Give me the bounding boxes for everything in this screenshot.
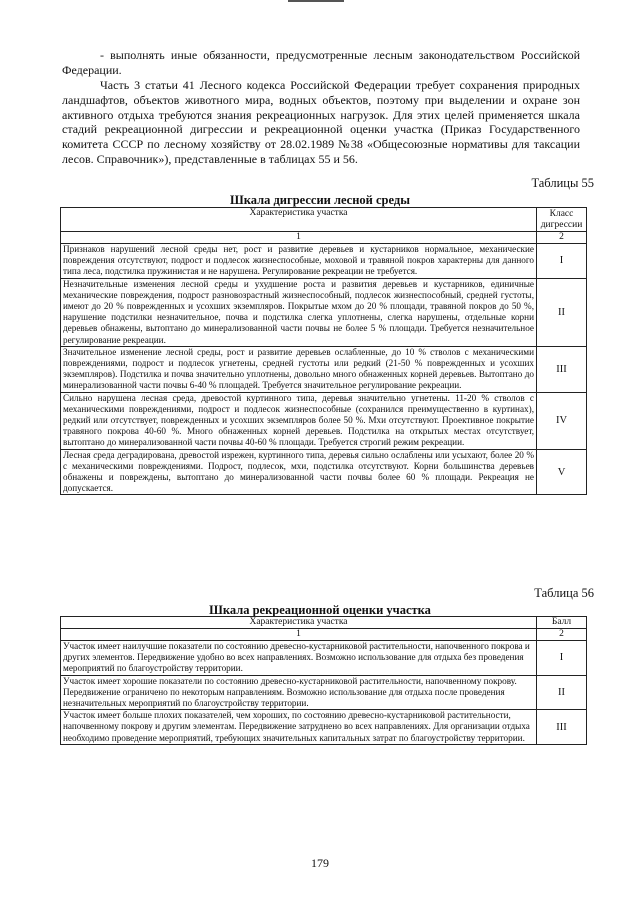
- table-row: [61, 244, 587, 279]
- table-56: [60, 616, 587, 745]
- row-class: V: [537, 449, 587, 495]
- table-row: [61, 346, 587, 392]
- intro-paragraph-2: Часть 3 статьи 41 Лесного кодекса Российской Федерации требует сохранения природных ландшафтов, объектов животного мира, водных объектов, поэтому при выделении и охране зон активного отдыха требуются знания рекреационных нагрузок. Для этих целей применяется шкала стадий рекреационной дигрессии и рекреационной оценки участка (Приказ Государственного комитета СССР по лесному хозяйству от 28.02.1989 №38 «Общесоюзные нормативы для таксации лесов. Справочник»), представленные в таблицах 55 и 56.: [62, 78, 580, 166]
- row-score: I: [537, 641, 587, 676]
- intro-paragraph-1: - выполнять иные обязанности, предусмотренные лесным законодательством Российской Федерации.: [62, 48, 580, 77]
- table-column-number-row: [61, 232, 587, 244]
- row-description: Незначительные изменения лесной среды и ухудшение роста и развития деревьев и кустарников, единичные механические повреждения, подрост разновозрастный жизнеспособный, подлесок жизнеспособный, средней густоты, имеют до 20 % поврежденных и усохших экземпляров. Покрытые мхом до 20 % площади, травяной покров до 50 %, нарушение подстилки незначительное, почва и подстилка слегка уплотнены, слегка нарушены, отдельные корни деревьев обнажены, вытоптано до минерализованной части почвы не более 5 % площади. Требуется незначительное регулирование рекреации.: [61, 278, 537, 346]
- row-description: Сильно нарушена лесная среда, древостой куртинного типа, деревья значительно угнетены. 11-20 % стволов с механическими повреждениями, подрост и подлесок жизнеспособные (сохранился преимущественно в куртинах), редкий или отсутствует, поврежденных и усохших экземпляров более 50 %. Мхи отсутствуют. Проективное покрытие травяного покрова 40-60 %. Много обнаженных корней деревьев. Подстилка на открытых местах отсутствует, вытоптано до минерализованной части почвы 40-60 % площади. Требуется строгий режим рекреации.: [61, 392, 537, 449]
- row-description: Участок имеет хорошие показатели по состоянию древесно-кустарниковой растительности, напочвенному покрову. Передвижение ограничено по некоторым направлениям. Возможно использование для отдыха после проведения незначительных мероприятий по благоустройству территории.: [61, 675, 537, 710]
- table-row: [61, 392, 587, 449]
- row-description: Лесная среда деградирована, древостой изрежен, куртинного типа, деревья сильно ослаблены или усыхают, более 20 % с механическими повреждениями. Подрост, подлесок, мхи, подстилка отсутствуют. Корни большинства деревьев обнажены и повреждены, вытоптано до минерализованной части почвы более 60 % площади. Рекреация не допускается.: [61, 449, 537, 495]
- scan-edge-mark: [288, 0, 344, 2]
- table-row: [61, 641, 587, 676]
- table-row: [61, 449, 587, 495]
- table-row: [61, 675, 587, 710]
- row-class: I: [537, 244, 587, 279]
- column-number: 2: [537, 232, 587, 244]
- row-description: Признаков нарушений лесной среды нет, рост и развитие деревьев и кустарников нормальное, механические повреждения отсутствуют, подрост и подлесок жизнеспособные, моховой и травяной покров характерны для данного типа леса, подстилка пружинистая и не нарушена. Регулирование рекреации не требуется.: [61, 244, 537, 279]
- table-55: [60, 207, 587, 495]
- table-header-row: [61, 617, 587, 629]
- row-description: Участок имеет наилучшие показатели по состоянию древесно-кустарниковой растительности, напочвенного покрова и других элементов. Передвижение удобно во всех направлениях. Возможно использование для отдыха без проведения мероприятий по благоустройству территории.: [61, 641, 537, 676]
- table-56-label: Таблица 56: [534, 586, 594, 600]
- header-score: Балл: [537, 617, 587, 629]
- table-column-number-row: [61, 629, 587, 641]
- row-description: Значительное изменение лесной среды, рост и развитие деревьев ослабленные, до 10 % стволов с механическими повреждениями, подрост и подлесок угнетены, средней густоты или редкий (21-50 % поврежденных и усохших экземпляров). Подстилка и почва значительно уплотнены, довольно много обнаженных корней деревьев. Вытоптано до минерализованной части почвы 6-40 % площадей. Требуется значительное регулирование рекреации.: [61, 346, 537, 392]
- row-class: IV: [537, 392, 587, 449]
- column-number: 2: [537, 629, 587, 641]
- table-header-row: [61, 208, 587, 232]
- table-row: [61, 710, 587, 745]
- row-description: Участок имеет больше плохих показателей, чем хороших, по состоянию древесно-кустарниковой растительности, напочвенному покрову и другим элементам. Передвижение затруднено во всех направлениях. Для организации отдыха необходимо проведение мероприятий, требующих значительных капитальных затрат по благоустройству территории.: [61, 710, 537, 745]
- table-55-title: Шкала дигрессии лесной среды: [230, 193, 410, 207]
- column-number: 1: [61, 629, 537, 641]
- page-number: 179: [311, 856, 329, 870]
- row-score: III: [537, 710, 587, 745]
- row-score: II: [537, 675, 587, 710]
- table-56-title: Шкала рекреационной оценки участка: [209, 603, 431, 617]
- table-row: [61, 278, 587, 346]
- header-characteristic: Характеристика участка: [61, 208, 537, 232]
- row-class: III: [537, 346, 587, 392]
- column-number: 1: [61, 232, 537, 244]
- row-class: II: [537, 278, 587, 346]
- table-55-label: Таблицы 55: [531, 176, 594, 190]
- header-class: Класс дигрессии: [537, 208, 587, 232]
- header-characteristic: Характеристика участка: [61, 617, 537, 629]
